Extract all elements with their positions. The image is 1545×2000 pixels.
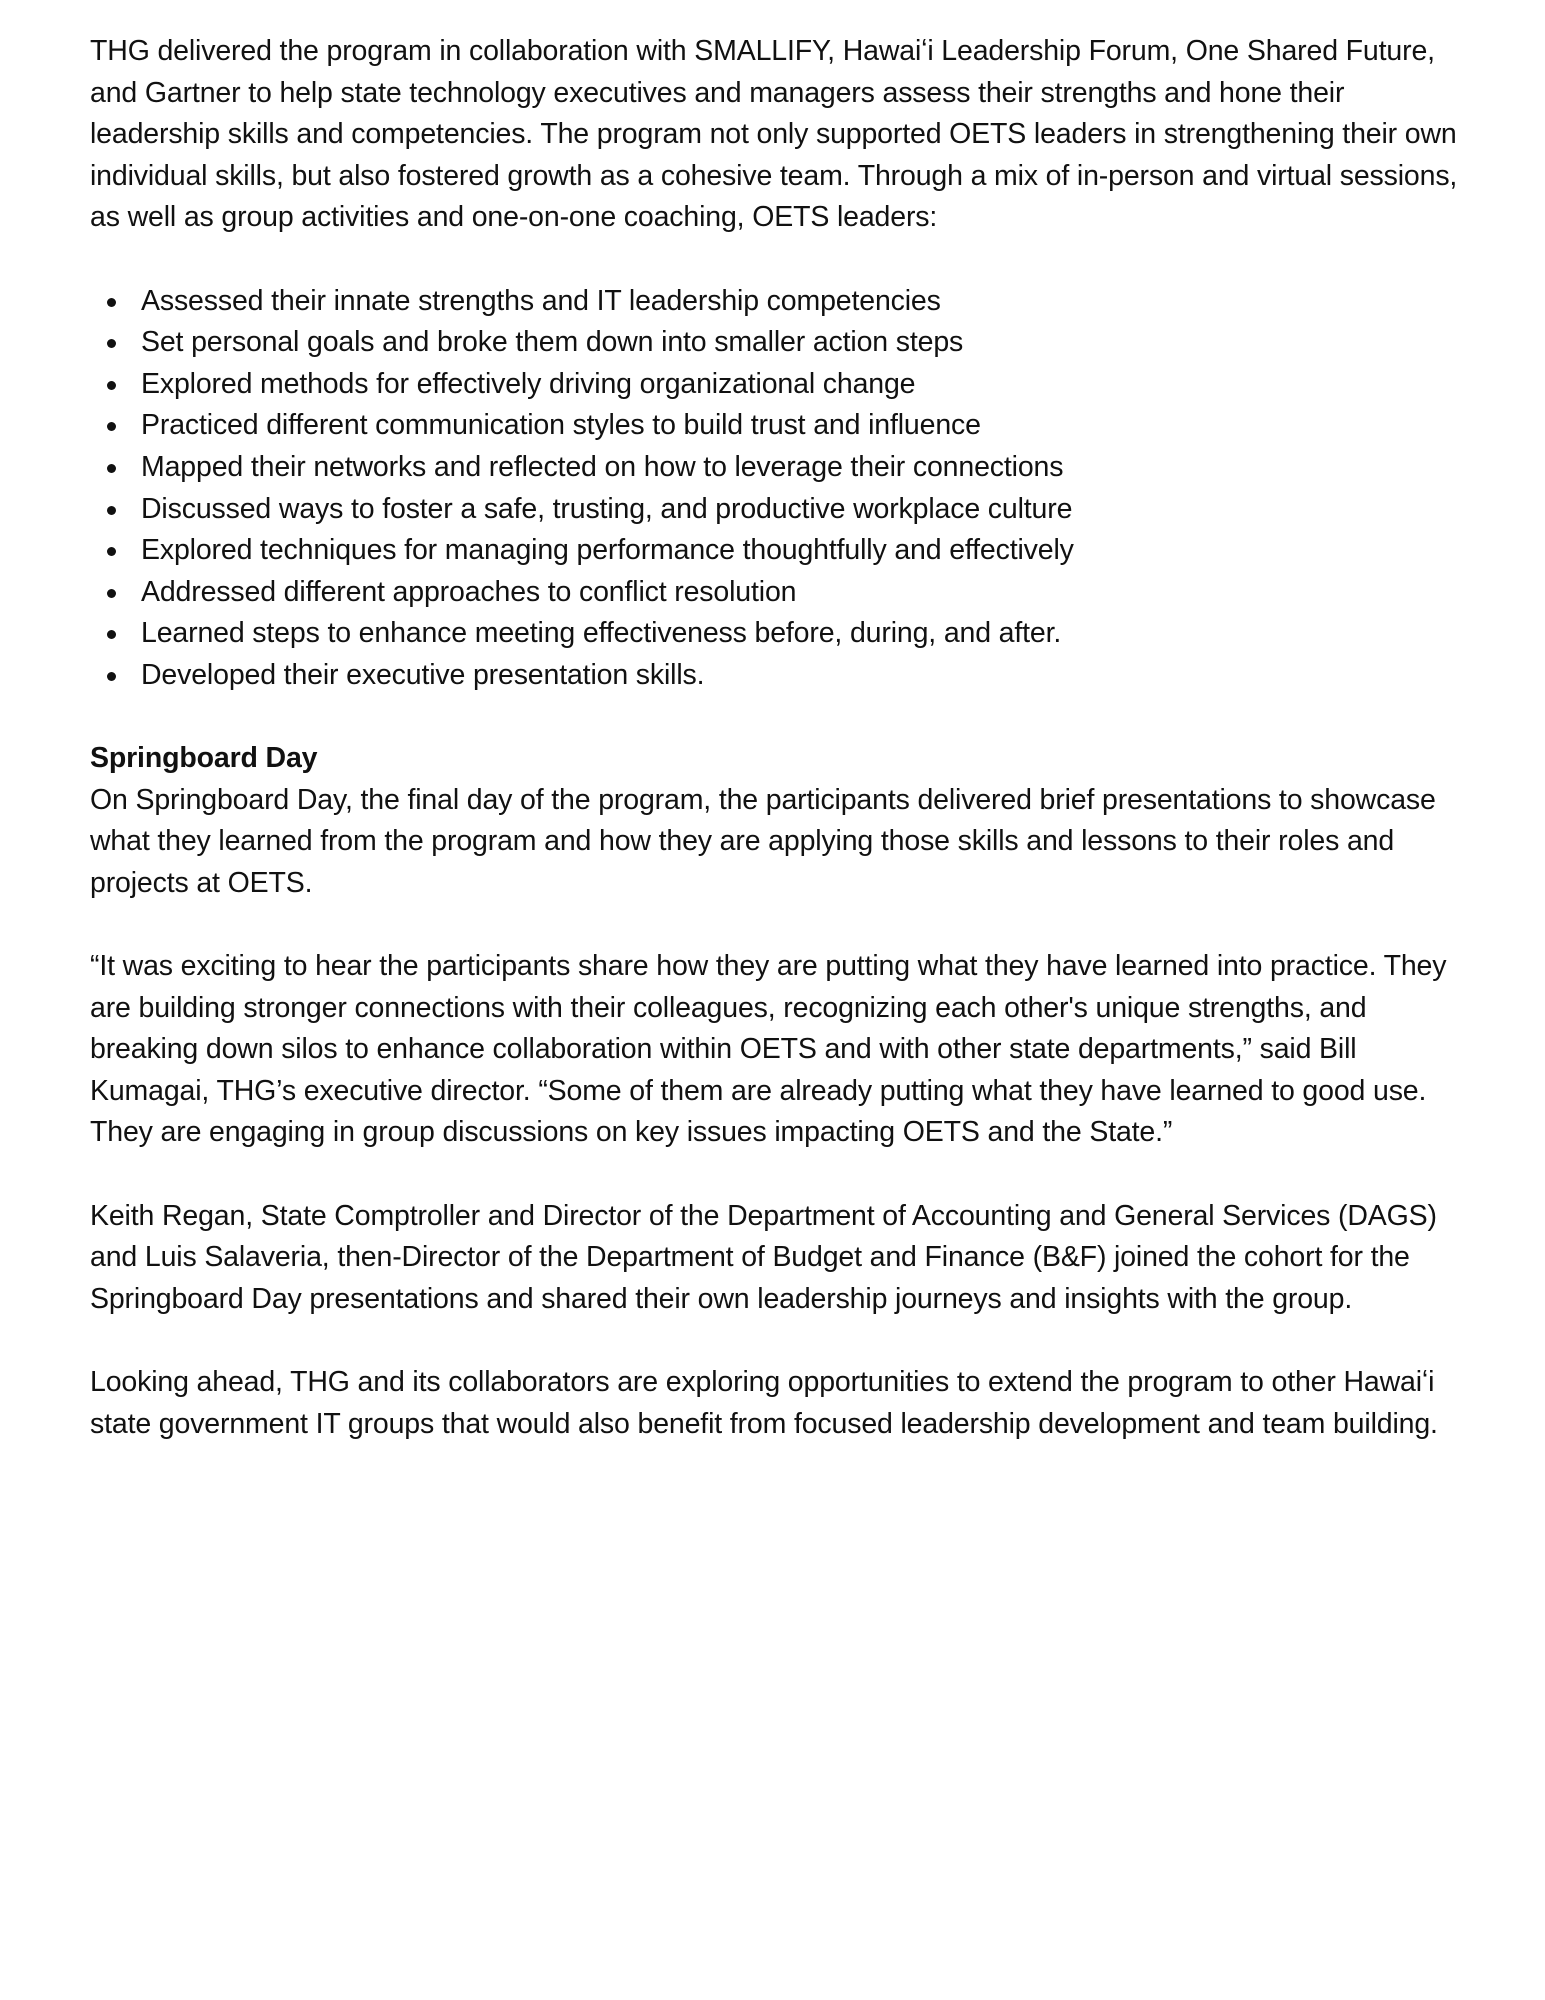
spacer <box>90 1154 1465 1196</box>
list-item-text: Explored methods for effectively driving organizational change <box>141 367 916 400</box>
list-item <box>90 489 1465 531</box>
list-item <box>90 613 1465 655</box>
list-item-text: Assessed their innate strengths and IT leadership competencies <box>141 284 941 317</box>
bullet-icon <box>107 422 116 431</box>
list-item-text: Practiced different communication styles to build trust and influence <box>141 409 981 442</box>
list-item <box>90 364 1465 406</box>
outlook-paragraph: Looking ahead, THG and its collaborators are exploring opportunities to extend the program to other Hawaiʻi state government IT groups that would also benefit from focused leadership development and team building. <box>90 1366 1438 1440</box>
outcomes-list <box>90 281 1465 697</box>
quote-paragraph: “It was exciting to hear the participants share how they are putting what they have learned into practice. They are building stronger connections with their colleagues, recognizing each other's unique strengths, and breaking down silos to enhance collaboration within OETS and with other state departments,” said Bill Kumagai, THG’s executive director. “Some of them are already putting what they have learned to good use. They are engaging in group discussions on key issues impacting OETS and the State.” <box>90 950 1447 1149</box>
list-item <box>90 530 1465 572</box>
bullet-icon <box>107 672 116 681</box>
list-item <box>90 281 1465 323</box>
list-item <box>90 572 1465 614</box>
list-item <box>90 405 1465 447</box>
guests-paragraph: Keith Regan, State Comptroller and Director of the Department of Accounting and General Services (DAGS) and Luis Salaveria, then-Director of the Department of Budget and Finance (B&F) joined the cohort for the Springboard Day presentations and shared their own leadership journeys and insights with the group. <box>90 1199 1437 1315</box>
list-item <box>90 447 1465 489</box>
bullet-icon <box>107 464 116 473</box>
bullet-icon <box>107 381 116 390</box>
list-item-text: Explored techniques for managing performance thoughtfully and effectively <box>141 534 1074 567</box>
spacer <box>90 1320 1465 1362</box>
list-item-text: Discussed ways to foster a safe, trusting, and productive workplace culture <box>141 492 1073 525</box>
intro-paragraph: THG delivered the program in collaboration with SMALLIFY, Hawaiʻi Leadership Forum, One Shared Future, and Gartner to help state technology executives and managers assess their strengths and hone their leadership skills and competencies. The program not only supported OETS leaders in strengthening their own individual skills, but also fostered growth as a cohesive team. Through a mix of in-person and virtual sessions, as well as group activities and one-on-one coaching, OETS leaders: <box>90 35 1458 234</box>
list-item-text: Developed their executive presentation skills. <box>141 658 705 691</box>
bullet-icon <box>107 298 116 307</box>
springboard-paragraph: On Springboard Day, the final day of the program, the participants delivered brief presentations to showcase what they learned from the program and how they are applying those skills and lessons to their roles and projects at OETS. <box>90 783 1436 899</box>
bullet-icon <box>107 589 116 598</box>
section-heading: Springboard Day <box>90 742 318 775</box>
bullet-icon <box>107 630 116 639</box>
list-item-text: Addressed different approaches to conflict resolution <box>141 575 797 608</box>
list-item <box>90 655 1465 697</box>
list-item-text: Set personal goals and broke them down into smaller action steps <box>141 326 964 359</box>
list-item <box>90 322 1465 364</box>
list-item-text: Learned steps to enhance meeting effectiveness before, during, and after. <box>141 617 1062 650</box>
list-item-text: Mapped their networks and reflected on how to leverage their connections <box>141 450 1064 483</box>
bullet-icon <box>107 339 116 348</box>
bullet-icon <box>107 547 116 556</box>
bullet-icon <box>107 506 116 515</box>
spacer <box>90 239 1465 281</box>
spacer <box>90 697 1465 739</box>
spacer <box>90 904 1465 946</box>
